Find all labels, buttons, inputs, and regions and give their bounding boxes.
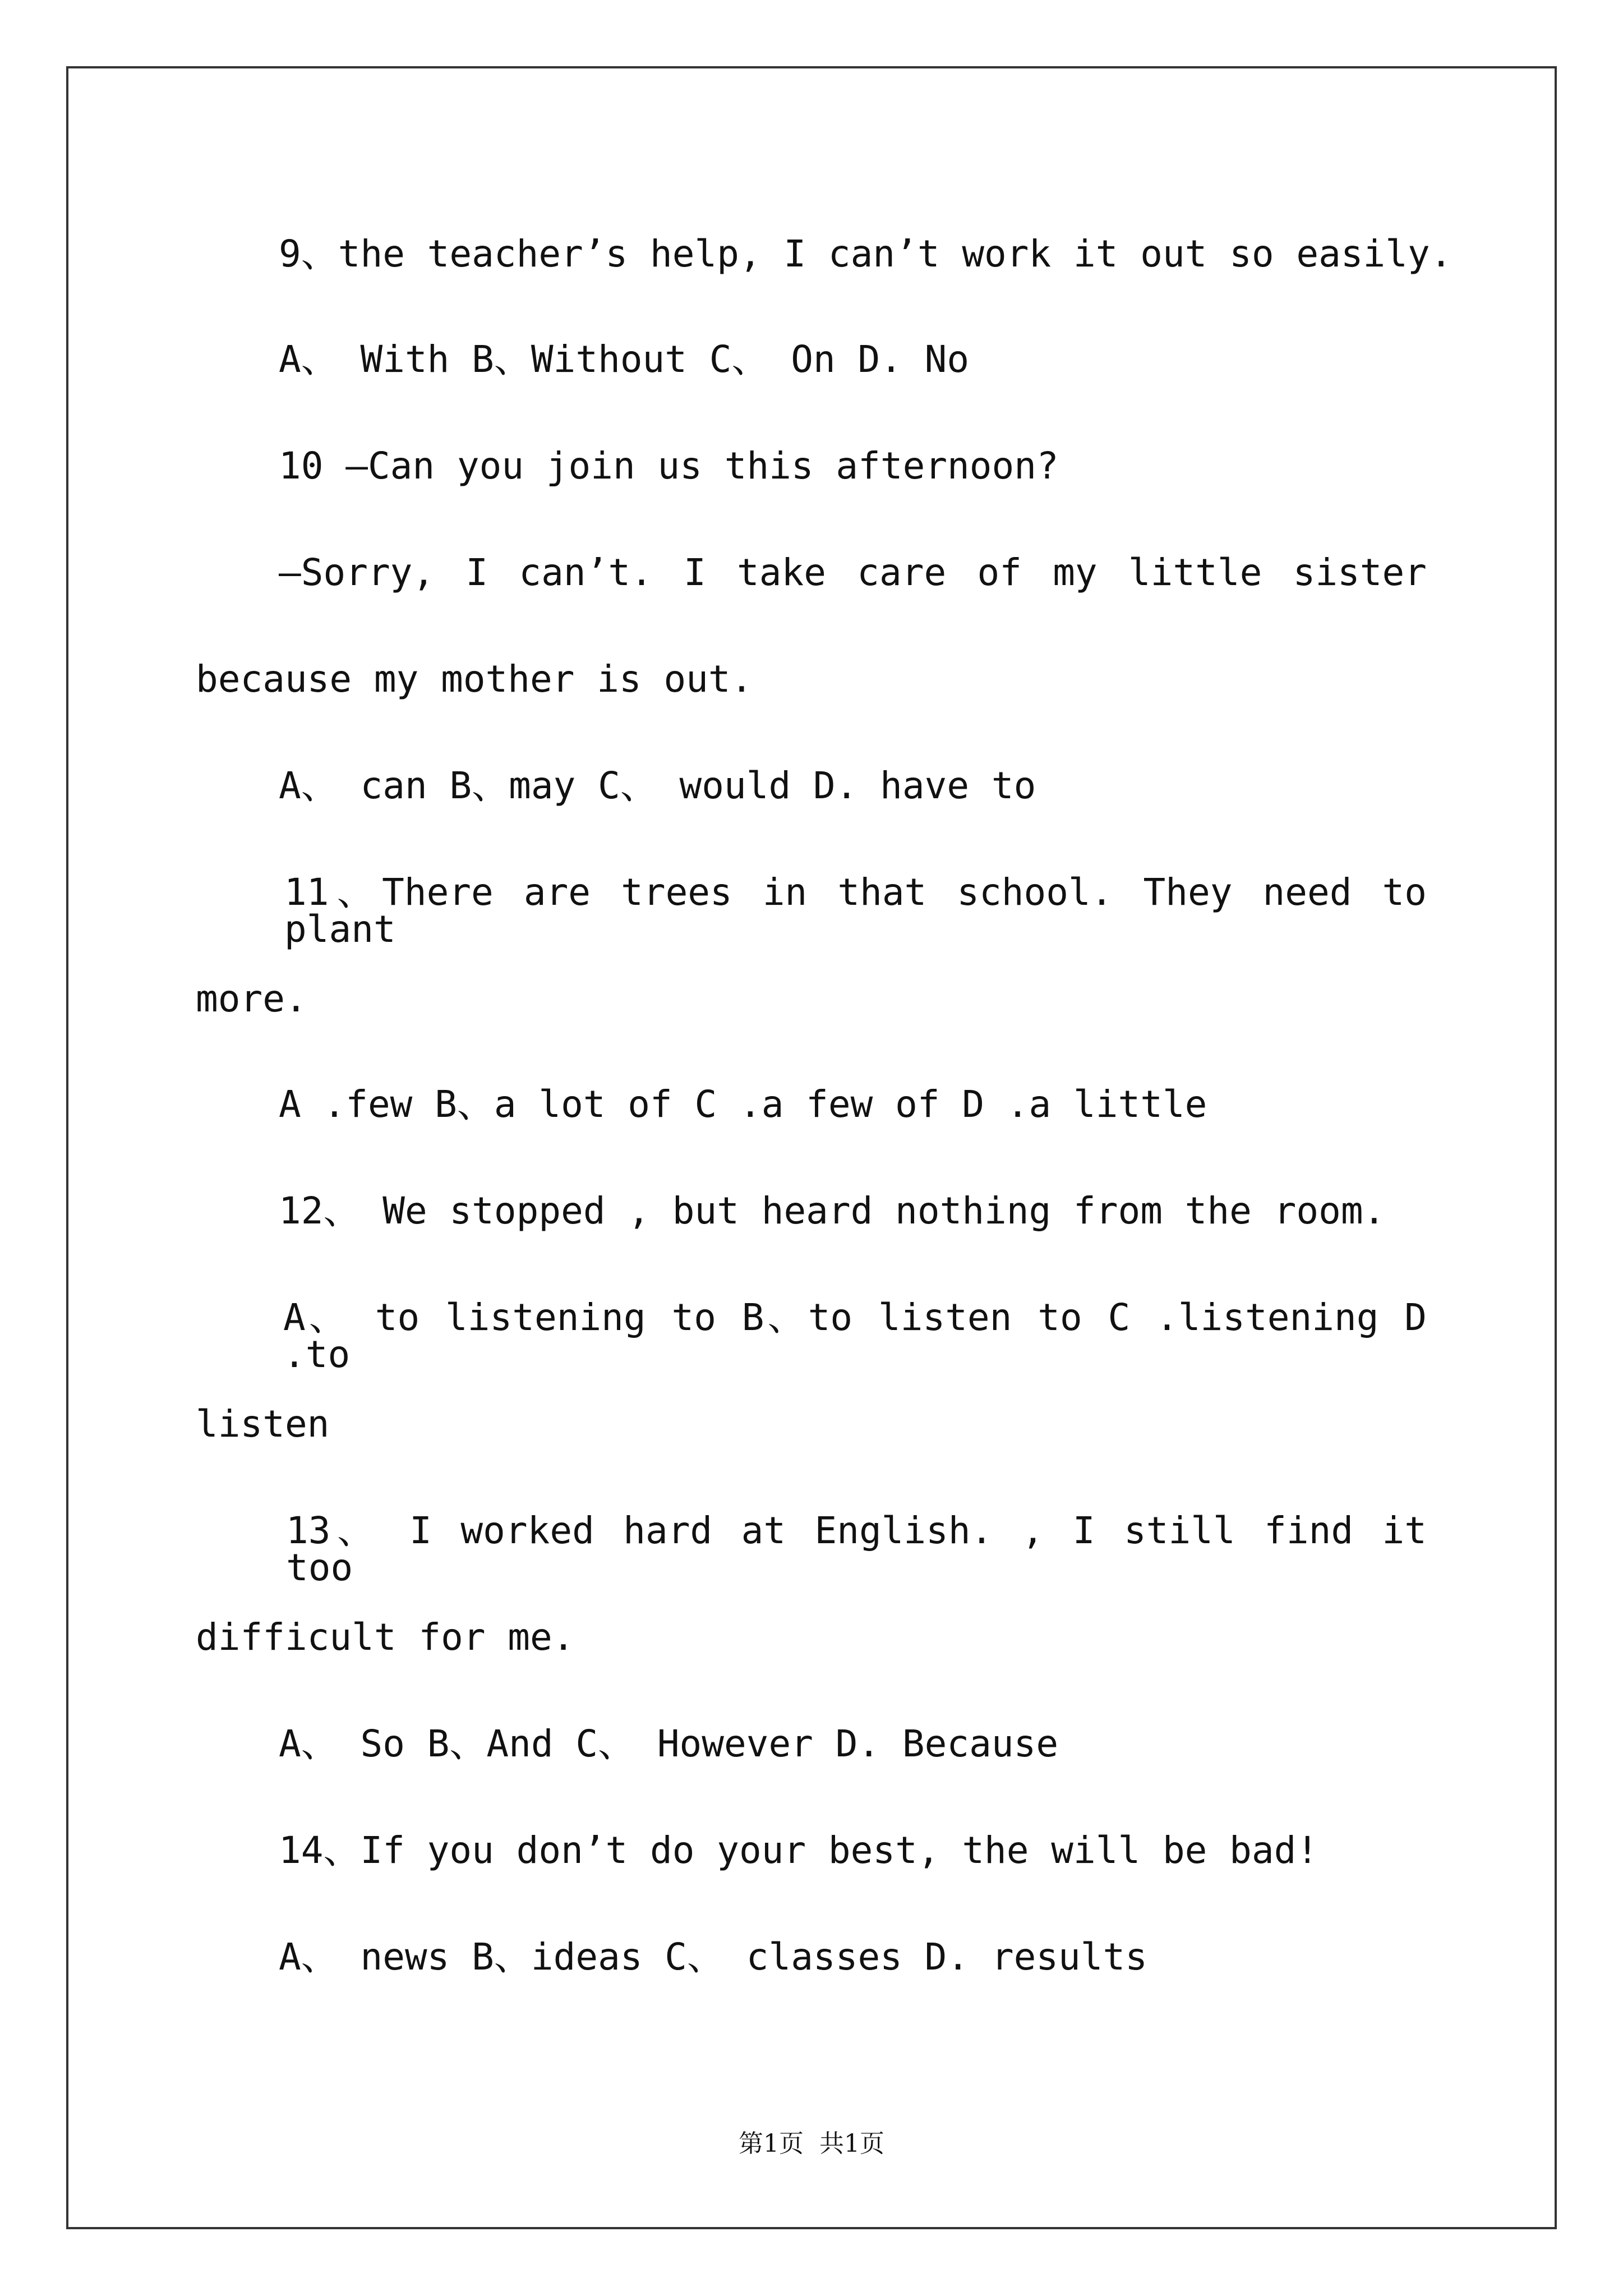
question-10-options: A、 can B、may C、 would D. have to (279, 764, 1036, 807)
question-9-options: A、 With B、Without C、 On D. No (279, 338, 970, 381)
question-11-text-continued: more. (196, 977, 307, 1020)
question-11-text: 11、There are trees in that school. They need to plant (284, 871, 1427, 951)
question-14-options: A、 news B、ideas C、 classes D. results (279, 1935, 1148, 1978)
page-border (66, 66, 1557, 2229)
question-10-reply-continued: because my mother is out. (196, 657, 753, 701)
question-12-options-continued: listen (196, 1402, 330, 1446)
question-12-text: 12、 We stopped , but heard nothing from the room. (279, 1189, 1386, 1232)
question-13-options: A、 So B、And C、 However D. Because (279, 1722, 1059, 1765)
page-number-footer: 第1页 共1页 (739, 2129, 884, 2158)
question-14-text: 14、If you don’t do your best, the will be bad! (279, 1829, 1319, 1872)
question-10-text: 10 —Can you join us this afternoon? (279, 444, 1059, 487)
question-13-text-continued: difficult for me. (196, 1616, 575, 1659)
question-12-options: A、 to listening to B、to listen to C .listening D .to (283, 1296, 1427, 1376)
question-13-text: 13、 I worked hard at English. , I still find it too (286, 1509, 1427, 1589)
question-11-options: A .few B、a lot of C .a few of D .a little (279, 1083, 1207, 1126)
question-9-text: 9、the teacher’s help, I can’t work it out so easily. (279, 232, 1453, 275)
question-10-reply: —Sorry, I can’t. I take care of my little sister (279, 551, 1427, 594)
